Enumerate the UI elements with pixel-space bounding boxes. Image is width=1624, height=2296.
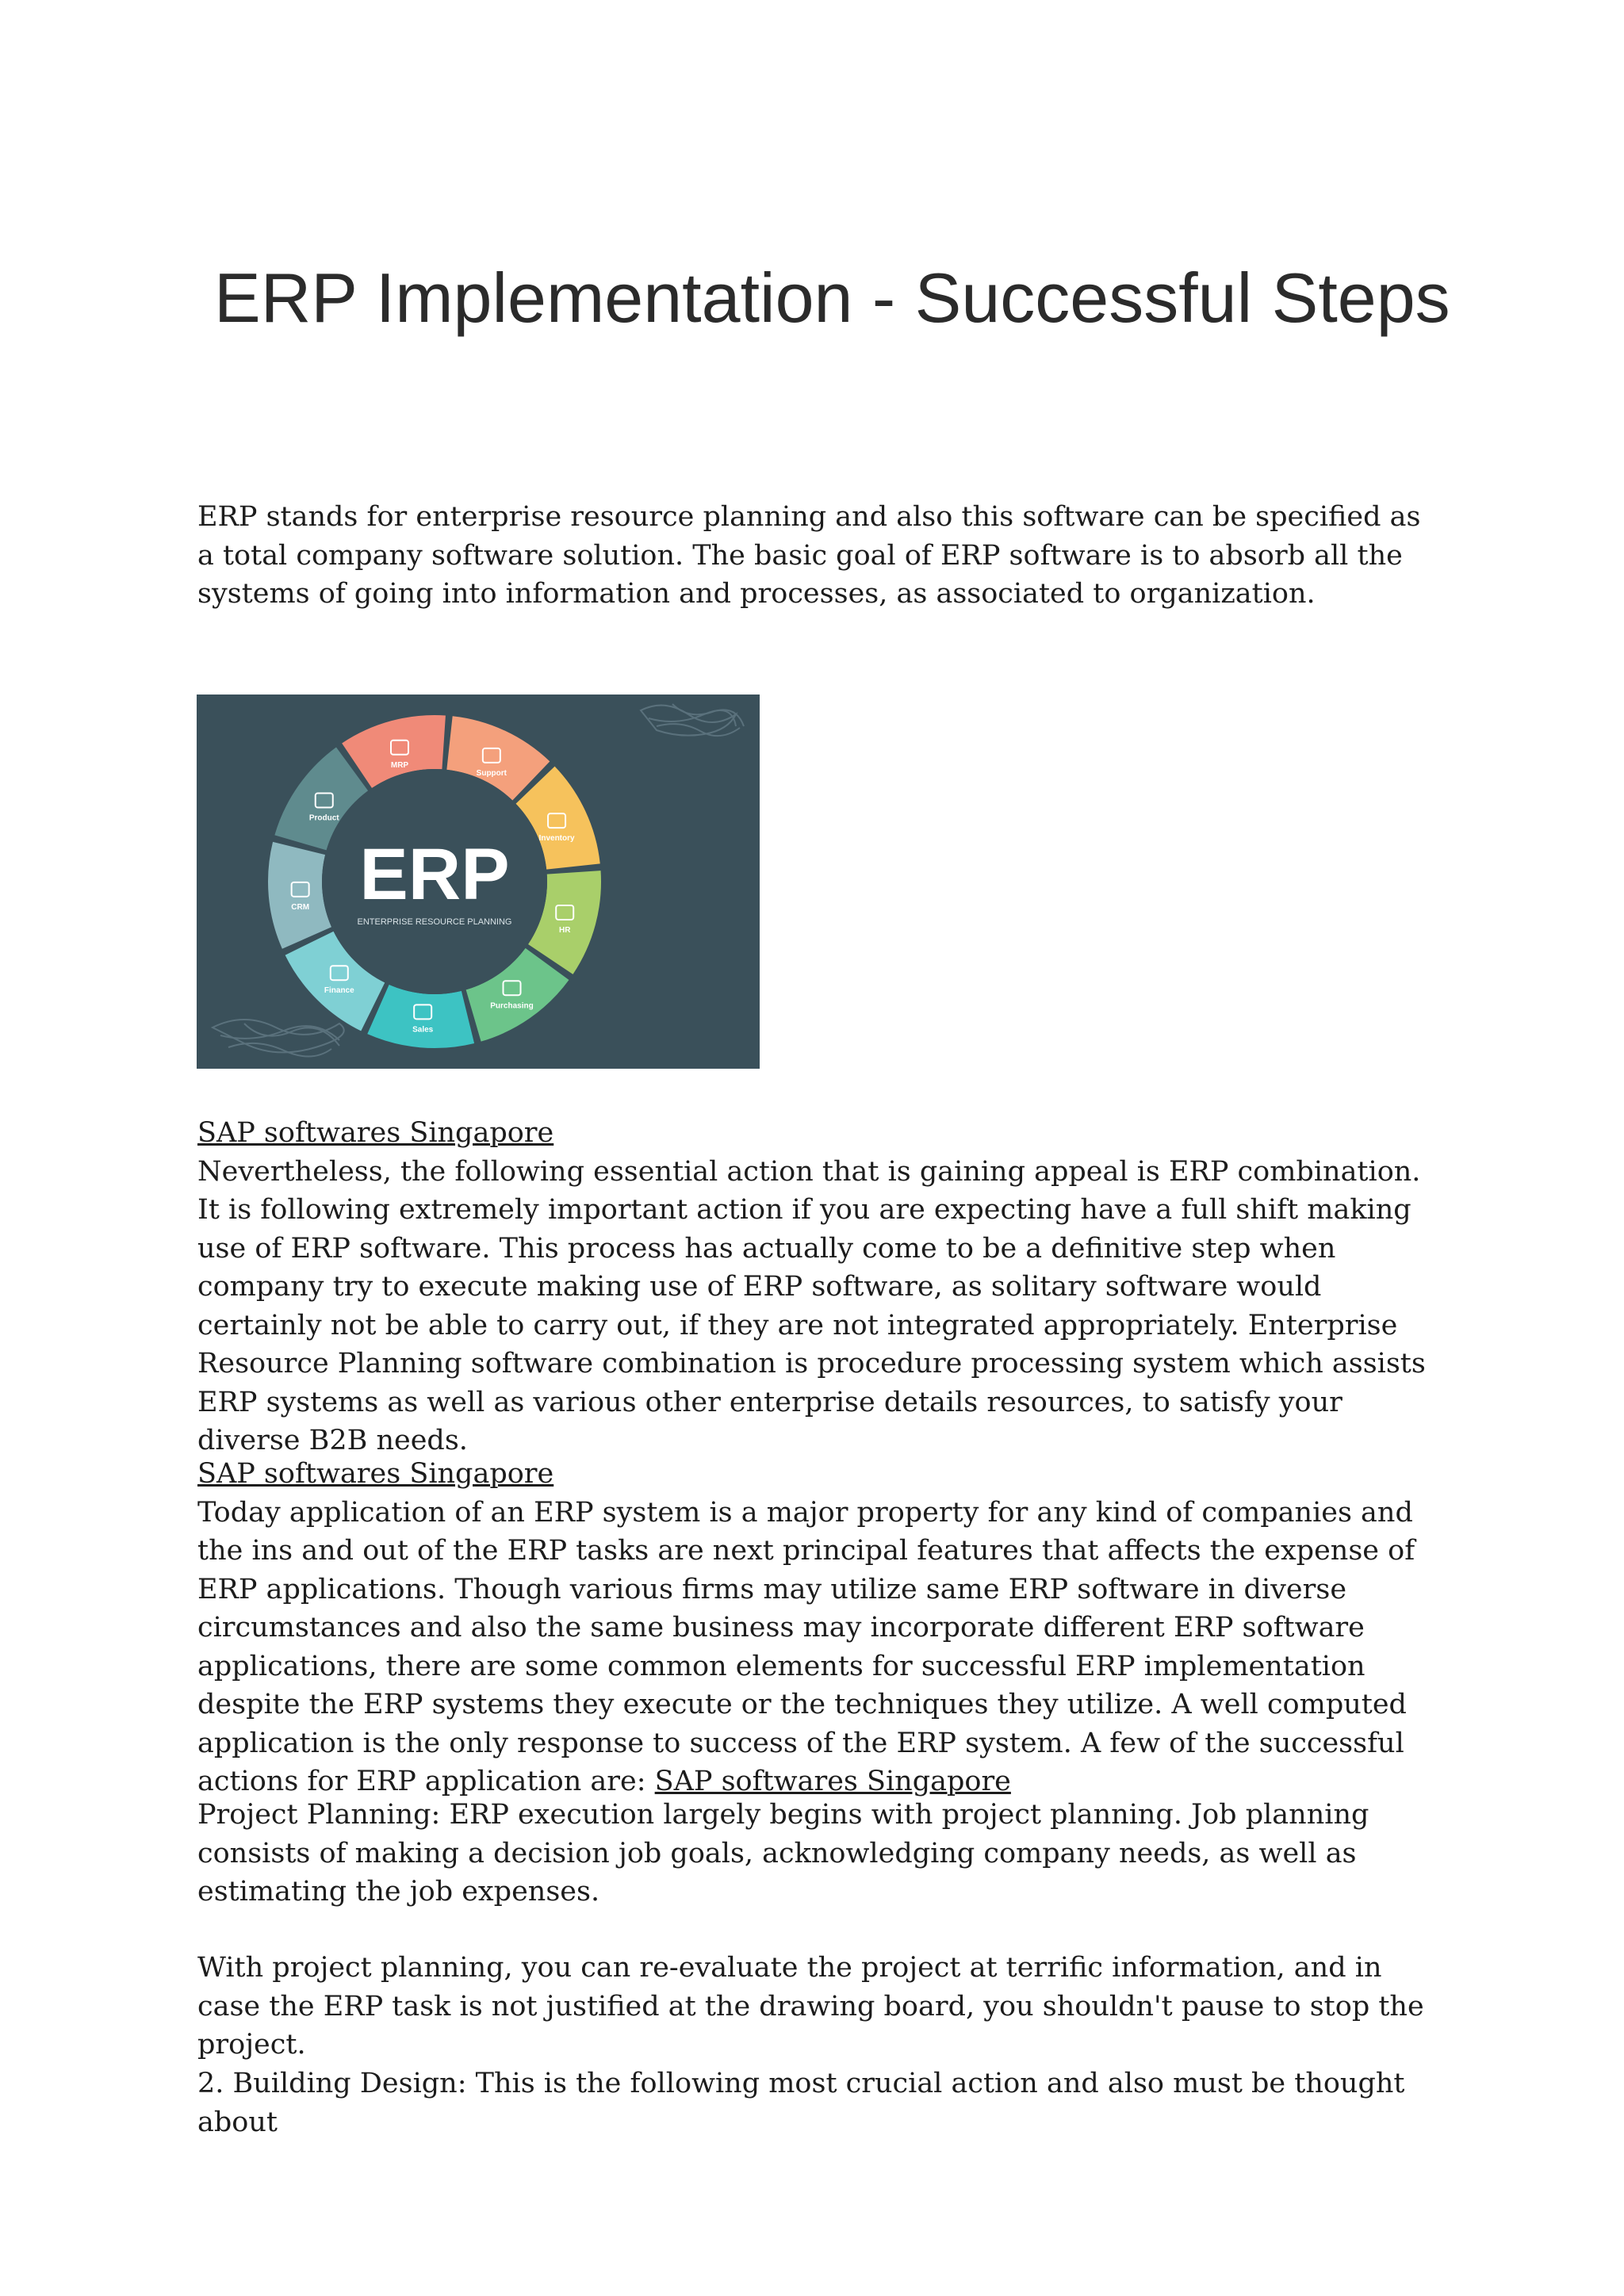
- segment-label-purchasing: Purchasing: [490, 1001, 534, 1011]
- section-2: [197, 1455, 1434, 1801]
- erp-center-sublabel: ENTERPRISE RESOURCE PLANNING: [357, 917, 512, 927]
- decorative-texture-bottom-left: [213, 1020, 344, 1057]
- segment-label-support: Support: [476, 768, 508, 778]
- intro-paragraph: ERP stands for enterprise resource planning and also this software can be specified as a total company software solution. The basic goal of ERP software is to absorb all the systems of going into information and processes, as associated to organization.: [197, 501, 1421, 610]
- segment-label-finance: Finance: [324, 986, 354, 996]
- wheel-segment-sales: [367, 985, 474, 1048]
- segment-label-sales: Sales: [412, 1025, 434, 1035]
- erp-wheel-graphic: [197, 695, 760, 1069]
- segment-label-hr: HR: [558, 925, 571, 935]
- sap-link-2[interactable]: SAP softwares Singapore: [197, 1458, 554, 1490]
- project-planning-paragraph: Project Planning: ERP execution largely begins with project planning. Job planning consists of making a decision job goals, acknowledging company needs, as well as estimating the job expenses.: [197, 1799, 1369, 1908]
- erp-figure: [197, 695, 760, 1069]
- segment-label-crm: CRM: [291, 902, 310, 912]
- section-2-text: Today application of an ERP system is a major property for any kind of companies and the ins and out of the ERP tasks are next principal features that affects the expense of ERP applications. Though various firms may utilize same ERP software in diverse circumstances and also the same business may incorporate different ERP software applications, there are some common elements for successful ERP implementation despite the ERP systems they execute or the techniques they utilize. A well computed application is the only response to success of the ERP system. A few of the successful actions for ERP application are:: [197, 1496, 1415, 1797]
- erp-center-label: ERP: [359, 834, 510, 915]
- sap-link-3[interactable]: SAP softwares Singapore: [654, 1766, 1011, 1797]
- decorative-texture-top-right: [641, 704, 744, 736]
- re-evaluate-paragraph: With project planning, you can re-evaluate the project at terrific information, and in case the ERP task is not justified at the drawing board, you shouldn't pause to stop the project.: [197, 1952, 1424, 2061]
- section-1: [197, 1114, 1434, 1460]
- building-design-paragraph: 2. Building Design: This is the following most crucial action and also must be thought about: [197, 2068, 1405, 2138]
- segment-label-product: Product: [308, 813, 339, 823]
- section-1-text: Nevertheless, the following essential action that is gaining appeal is ERP combination. It is following extremely important action if you are expecting have a full shift making use of ERP software. This process has actually come to be a definitive step when company try to execute making use of ERP software, as solitary software would certainly not be able to carry out, if they are not integrated appropriately. Enterprise Resource Planning software combination is procedure processing system which assists ERP systems as well as various other enterprise details resources, to satisfy your diverse B2B needs.: [197, 1155, 1426, 1456]
- wheel-segment-crm: [268, 842, 331, 949]
- page-title: ERP Implementation - Successful Steps: [214, 258, 1450, 337]
- segment-label-inventory: Inventory: [538, 834, 575, 844]
- segment-label-mrp: MRP: [390, 760, 409, 770]
- sap-link-1[interactable]: SAP softwares Singapore: [197, 1117, 554, 1149]
